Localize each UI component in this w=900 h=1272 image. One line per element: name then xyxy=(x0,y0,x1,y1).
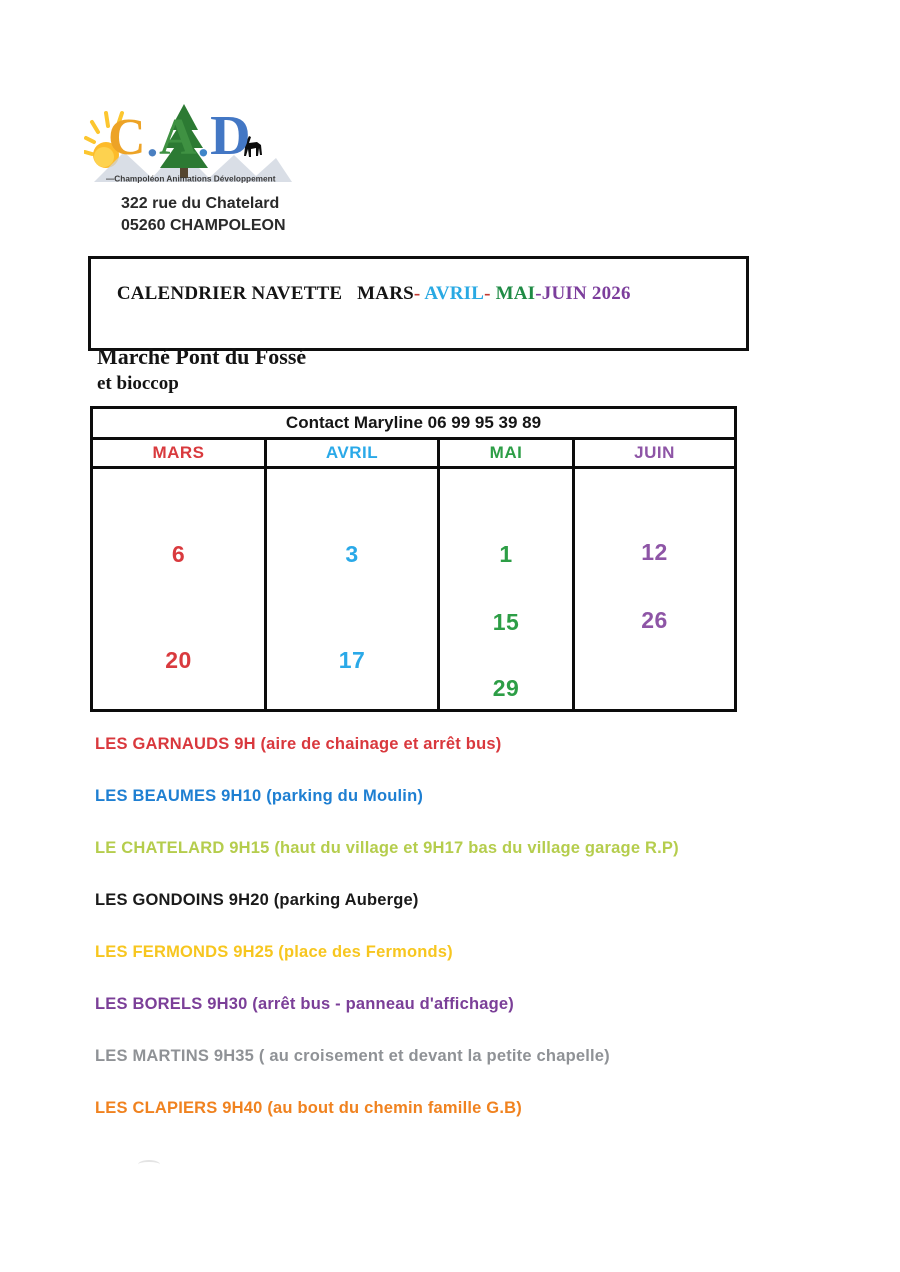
dates-cell-avril xyxy=(267,469,440,709)
date-value: 26 xyxy=(641,607,668,633)
title-segment: AVRIL xyxy=(424,283,485,304)
logo-dot: . xyxy=(197,115,210,166)
scan-artifact xyxy=(138,1160,160,1169)
logo-letter-a: A xyxy=(159,109,197,166)
shuttle-stops-list xyxy=(95,734,815,1150)
title-segment: - xyxy=(413,283,425,304)
contact-row: Contact Maryline 06 99 95 39 89 xyxy=(93,409,734,440)
stop-item-garnauds: LES GARNAUDS 9H (aire de chainage et arrêt bus) xyxy=(95,735,502,753)
month-header-juin: JUIN xyxy=(634,443,675,462)
market-subtitle: Marché Pont du Fossé xyxy=(97,344,307,369)
logo-dot: . xyxy=(146,115,159,166)
month-header-row xyxy=(93,440,734,469)
address-block xyxy=(121,193,286,237)
logo-letter-d: D xyxy=(210,105,251,167)
title-segment: CALENDRIER NAVETTE MARS xyxy=(116,283,414,304)
dates-row xyxy=(93,469,734,709)
stop-item-fermonds: LES FERMONDS 9H25 (place des Fermonds) xyxy=(95,943,453,961)
title-segment: - xyxy=(484,283,496,304)
month-header-mars: MARS xyxy=(93,440,267,466)
month-header-mai: MAI xyxy=(440,440,575,466)
logo-letters xyxy=(108,105,251,167)
date-value: 15 xyxy=(492,609,520,635)
calendar-table xyxy=(90,406,737,712)
stop-item-clapiers: LES CLAPIERS 9H40 (au bout du chemin famille G.B) xyxy=(95,1099,522,1117)
date-value: 20 xyxy=(165,647,192,673)
stop-item-borels: LES BORELS 9H30 (arrêt bus - panneau d'affichage) xyxy=(95,995,514,1013)
month-header-avril: AVRIL xyxy=(267,440,440,466)
date-value: 17 xyxy=(338,647,366,673)
date-value: 1 xyxy=(499,541,513,567)
logo-tagline: —Champoléon Animations Développement xyxy=(106,174,276,184)
title-segment: -JUIN 2026 xyxy=(535,283,631,304)
stop-item-beaumes: LES BEAUMES 9H10 (parking du Moulin) xyxy=(95,787,424,805)
market-subtitle-2: et bioccop xyxy=(97,373,179,394)
dates-cell-mars xyxy=(93,469,267,709)
stop-item-gondoins: LES GONDOINS 9H20 (parking Auberge) xyxy=(95,891,419,909)
title-box xyxy=(88,256,749,394)
date-value: 6 xyxy=(171,541,186,567)
logo-letter-c: C xyxy=(108,109,146,166)
stop-item-chatelard: LE CHATELARD 9H15 (haut du village et 9H17 bas du village garage R.P) xyxy=(95,839,679,857)
dates-cell-mai xyxy=(440,469,575,709)
address-line2: 05260 CHAMPOLEON xyxy=(121,217,286,234)
date-value: 12 xyxy=(641,539,668,565)
cad-logo xyxy=(84,100,294,195)
title-segment: MAI xyxy=(495,283,536,304)
date-value: 3 xyxy=(345,541,359,567)
calendar-title xyxy=(97,261,740,327)
dates-cell-juin xyxy=(575,469,734,709)
date-value: 29 xyxy=(492,675,520,701)
stop-item-martins: LES MARTINS 9H35 ( au croisement et devant la petite chapelle) xyxy=(95,1047,610,1065)
address-line1: 322 rue du Chatelard xyxy=(121,195,280,212)
